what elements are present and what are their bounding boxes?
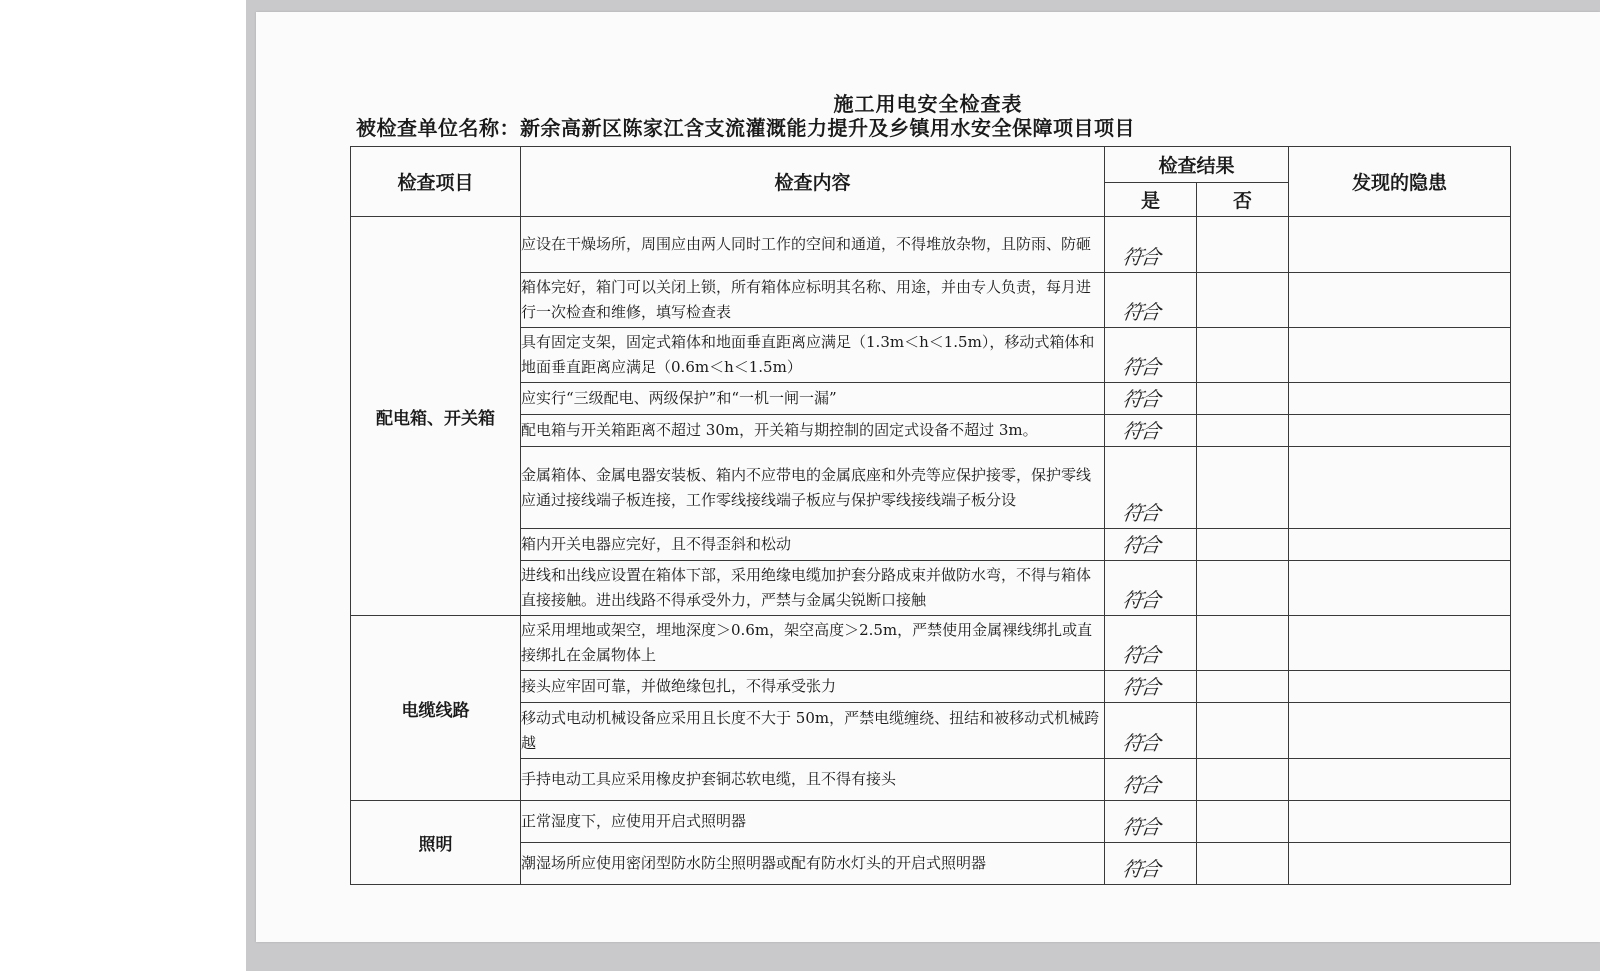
signature-mark: 符合 — [1121, 588, 1161, 612]
result-yes-cell — [1105, 328, 1197, 383]
signature-mark: 符合 — [1121, 731, 1161, 755]
header-hazard: 发现的隐患 — [1289, 147, 1511, 217]
result-no-cell — [1197, 843, 1289, 885]
result-no-cell — [1197, 703, 1289, 759]
result-no-cell — [1197, 273, 1289, 328]
signature-mark: 符合 — [1121, 643, 1161, 667]
signature-mark: 符合 — [1121, 675, 1161, 699]
signature-mark: 符合 — [1121, 419, 1161, 443]
hazard-cell — [1289, 759, 1511, 801]
table-row — [351, 759, 1511, 801]
table-row — [351, 671, 1511, 703]
table-row — [351, 273, 1511, 328]
result-yes-cell — [1105, 415, 1197, 447]
result-no-cell — [1197, 616, 1289, 671]
result-yes-cell — [1105, 447, 1197, 529]
check-content: 应实行“三级配电、两级保护”和“一机一闸一漏” — [521, 383, 1105, 415]
check-content: 应设在干燥场所，周围应由两人同时工作的空间和通道，不得堆放杂物，且防雨、防砸 — [521, 217, 1105, 273]
check-content: 金属箱体、金属电器安装板、箱内不应带电的金属底座和外壳等应保护接零，保护零线应通过接线端子板连接，工作零线接线端子板应与保护零线接线端子板分设 — [521, 447, 1105, 529]
result-no-cell — [1197, 671, 1289, 703]
result-no-cell — [1197, 561, 1289, 616]
check-content: 应采用埋地或架空，埋地深度＞0.6m，架空高度＞2.5m，严禁使用金属裸线绑扎或直接绑扎在金属物体上 — [521, 616, 1105, 671]
paper-sheet — [256, 12, 1600, 942]
signature-mark: 符合 — [1121, 387, 1161, 411]
check-content: 正常湿度下，应使用开启式照明器 — [521, 801, 1105, 843]
table-row — [351, 415, 1511, 447]
check-content: 配电箱与开关箱距离不超过 30m，开关箱与期控制的固定式设备不超过 3m。 — [521, 415, 1105, 447]
hazard-cell — [1289, 561, 1511, 616]
signature-mark: 符合 — [1121, 300, 1161, 324]
hazard-cell — [1289, 273, 1511, 328]
result-no-cell — [1197, 759, 1289, 801]
result-no-cell — [1197, 447, 1289, 529]
inspected-unit — [356, 112, 1135, 141]
unit-label: 被检查单位名称： — [356, 116, 520, 140]
signature-mark: 符合 — [1121, 501, 1161, 525]
table-row — [351, 217, 1511, 273]
document-title: 施工用电安全检查表 — [833, 92, 1023, 116]
check-content: 箱体完好，箱门可以关闭上锁，所有箱体应标明其名称、用途，并由专人负责，每月进行一次检查和维修，填写检查表 — [521, 273, 1105, 328]
result-yes-cell — [1105, 759, 1197, 801]
result-no-cell — [1197, 383, 1289, 415]
hazard-cell — [1289, 703, 1511, 759]
check-content: 接头应牢固可靠，并做绝缘包扎，不得承受张力 — [521, 671, 1105, 703]
category-cable-line: 电缆线路 — [351, 616, 521, 801]
check-content: 进线和出线应设置在箱体下部，采用绝缘电缆加护套分路成束并做防水弯，不得与箱体直接接触。进出线路不得承受外力，严禁与金属尖锐断口接触 — [521, 561, 1105, 616]
result-yes-cell — [1105, 561, 1197, 616]
result-yes-cell — [1105, 217, 1197, 273]
table-row — [351, 447, 1511, 529]
result-no-cell — [1197, 801, 1289, 843]
hazard-cell — [1289, 671, 1511, 703]
check-content: 具有固定支架，固定式箱体和地面垂直距离应满足（1.3m＜h＜1.5m），移动式箱体和地面垂直距离应满足（0.6m＜h＜1.5m） — [521, 328, 1105, 383]
table-row — [351, 801, 1511, 843]
table-row — [351, 703, 1511, 759]
hazard-cell — [1289, 843, 1511, 885]
signature-mark: 符合 — [1121, 533, 1161, 557]
table-row — [351, 383, 1511, 415]
header-content: 检查内容 — [521, 147, 1105, 217]
signature-mark: 符合 — [1121, 355, 1161, 379]
result-yes-cell — [1105, 703, 1197, 759]
category-lighting: 照明 — [351, 801, 521, 885]
table-row — [351, 616, 1511, 671]
header-item: 检查项目 — [351, 147, 521, 217]
check-content: 潮湿场所应使用密闭型防水防尘照明器或配有防水灯头的开启式照明器 — [521, 843, 1105, 885]
result-yes-cell — [1105, 529, 1197, 561]
result-yes-cell — [1105, 616, 1197, 671]
result-yes-cell — [1105, 801, 1197, 843]
table-row — [351, 328, 1511, 383]
table-row — [351, 843, 1511, 885]
result-yes-cell — [1105, 383, 1197, 415]
result-yes-cell — [1105, 671, 1197, 703]
table-row — [351, 529, 1511, 561]
hazard-cell — [1289, 217, 1511, 273]
hazard-cell — [1289, 415, 1511, 447]
hazard-cell — [1289, 383, 1511, 415]
inspection-table — [350, 146, 1511, 885]
hazard-cell — [1289, 328, 1511, 383]
signature-mark: 符合 — [1121, 815, 1161, 839]
unit-name: 新余高新区陈家江含支流灌溉能力提升及乡镇用水安全保障项目项目 — [520, 116, 1135, 140]
header-no: 否 — [1197, 183, 1289, 217]
result-no-cell — [1197, 217, 1289, 273]
hazard-cell — [1289, 447, 1511, 529]
signature-mark: 符合 — [1121, 773, 1161, 797]
result-no-cell — [1197, 328, 1289, 383]
check-content: 箱内开关电器应完好，且不得歪斜和松动 — [521, 529, 1105, 561]
check-content: 移动式电动机械设备应采用且长度不大于 50m，严禁电缆缠绕、扭结和被移动式机械跨越 — [521, 703, 1105, 759]
result-yes-cell — [1105, 273, 1197, 328]
result-no-cell — [1197, 415, 1289, 447]
result-no-cell — [1197, 529, 1289, 561]
hazard-cell — [1289, 801, 1511, 843]
header-result: 检查结果 — [1105, 147, 1289, 183]
hazard-cell — [1289, 529, 1511, 561]
signature-mark: 符合 — [1121, 857, 1161, 881]
signature-mark: 符合 — [1121, 245, 1161, 269]
result-yes-cell — [1105, 843, 1197, 885]
category-distribution-box: 配电箱、开关箱 — [351, 217, 521, 616]
header-yes: 是 — [1105, 183, 1197, 217]
table-row — [351, 561, 1511, 616]
hazard-cell — [1289, 616, 1511, 671]
check-content: 手持电动工具应采用橡皮护套铜芯软电缆，且不得有接头 — [521, 759, 1105, 801]
